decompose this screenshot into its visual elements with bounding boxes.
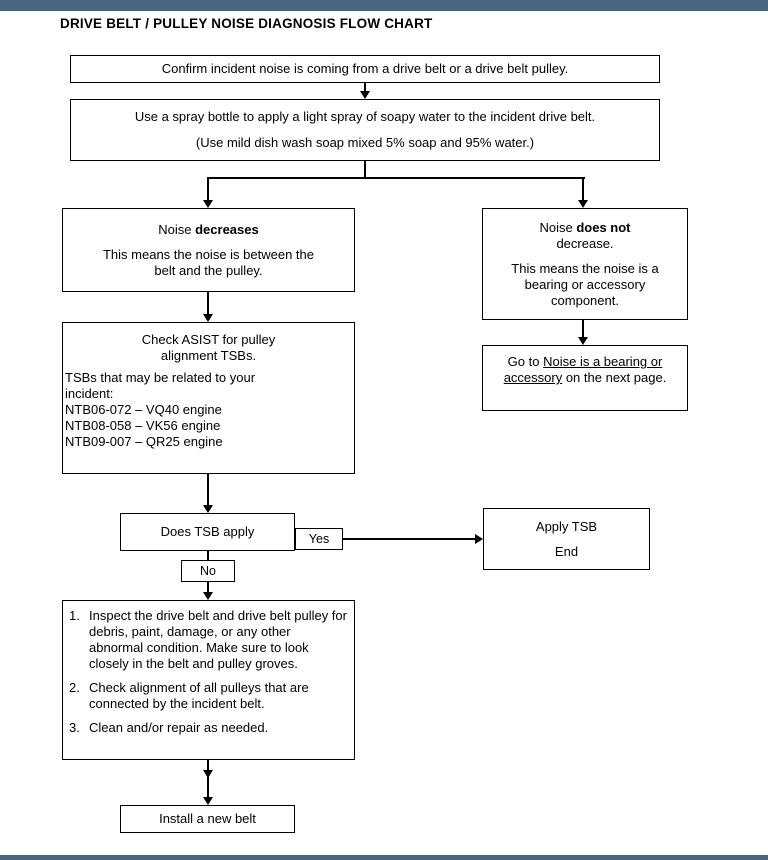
flow-box-inspect-steps <box>62 600 355 760</box>
arrowhead-split-right <box>578 200 588 208</box>
page-title: DRIVE BELT / PULLEY NOISE DIAGNOSIS FLOW CHART <box>60 16 433 31</box>
flow-box-does-tsb-apply <box>120 513 295 551</box>
spray-text-line1: Use a spray bottle to apply a light spray of soapy water to the incident drive belt. <box>134 109 596 124</box>
noise-not-decrease-title-pre: Noise <box>539 219 577 235</box>
inspect-step-3-text: Clean and/or repair as needed. <box>89 720 269 735</box>
noise-not-decrease-title-line2: decrease. <box>556 235 614 251</box>
inspect-step-3-number: 3. <box>69 720 80 735</box>
arrowhead-asist-tsbapply <box>203 505 213 513</box>
label-box-no <box>181 560 235 582</box>
asist-tsb-3: NTB09-007 – QR25 engine <box>65 434 223 449</box>
yes-label: Yes <box>308 532 330 546</box>
goto-text-pre: Go to <box>507 354 544 369</box>
flow-box-check-asist <box>62 322 355 474</box>
inspect-step-1-text: Inspect the drive belt and drive belt pulley for debris, paint, damage, or any other abnormal condition. Make sure to look closely in the belt and pulley groves. <box>89 608 347 671</box>
inspect-step-2 <box>65 680 352 712</box>
noise-not-decrease-title-bold: does not <box>576 219 631 235</box>
goto-text-post: on the next page. <box>562 370 667 385</box>
flow-box-install-new-belt <box>120 805 295 833</box>
flow-box-goto-next-page <box>482 345 688 411</box>
connector-decrease-asist <box>207 292 209 315</box>
spray-text-line2: (Use mild dish wash soap mixed 5% soap and 95% water.) <box>195 135 535 150</box>
arrowhead-yes-applytsb <box>475 534 483 544</box>
bottom-border-bar <box>0 855 768 860</box>
connector-split-right <box>582 178 584 201</box>
connector-notdecrease-goto <box>582 320 584 338</box>
noise-decreases-body1: This means the noise is between the <box>102 246 314 262</box>
noise-not-decrease-title <box>483 220 687 236</box>
arrowhead-confirm-spray <box>360 91 370 99</box>
inspect-step-2-text: Check alignment of all pulleys that are connected by the incident belt. <box>89 680 309 711</box>
flow-box-confirm <box>70 55 660 83</box>
noise-decreases-title-pre: Noise <box>158 221 196 237</box>
apply-tsb-text: Apply TSB <box>535 518 598 534</box>
noise-not-decrease-body3: component. <box>551 292 619 308</box>
install-text: Install a new belt <box>159 811 256 826</box>
top-border-bar <box>0 0 768 11</box>
goto-link[interactable]: Noise is a bearing or accessory <box>503 354 663 385</box>
end-text: End <box>554 543 579 559</box>
inspect-step-1-number: 1. <box>69 608 80 623</box>
noise-decreases-title-bold: decreases <box>195 221 259 237</box>
asist-tsb-1: NTB06-072 – VQ40 engine <box>65 402 222 417</box>
asist-tsb-2: NTB08-058 – VK56 engine <box>65 418 221 433</box>
does-tsb-apply-text: Does TSB apply <box>160 524 255 539</box>
inspect-step-3 <box>65 720 352 736</box>
connector-asist-tsbapply <box>207 474 209 506</box>
connector-split-horizontal <box>207 177 585 179</box>
flow-box-noise-decreases <box>62 208 355 292</box>
confirm-text: Confirm incident noise is coming from a drive belt or a drive belt pulley. <box>161 61 569 76</box>
no-label: No <box>200 564 216 578</box>
flow-box-noise-not-decrease <box>482 208 688 320</box>
label-box-yes <box>295 528 343 550</box>
flow-box-apply-tsb <box>483 508 650 570</box>
arrowhead-no-inspect <box>203 592 213 600</box>
arrowhead-notdecrease-goto <box>578 337 588 345</box>
noise-not-decrease-body2: bearing or accessory <box>524 276 646 292</box>
connector-inspect-install <box>207 760 209 798</box>
inspect-step-2-number: 2. <box>69 680 80 695</box>
arrowhead-split-left <box>203 200 213 208</box>
arrowhead-inspect-install-mid <box>203 770 213 778</box>
arrowhead-decrease-asist <box>203 314 213 322</box>
asist-title-line2: alignment TSBs. <box>160 348 257 363</box>
asist-body-line1: TSBs that may be related to your <box>65 370 256 385</box>
asist-title-line1: Check ASIST for pulley <box>141 332 276 347</box>
noise-not-decrease-body1: This means the noise is a <box>511 260 659 276</box>
connector-split-left <box>207 178 209 201</box>
asist-body-line2: incident: <box>65 386 114 401</box>
inspect-step-1 <box>65 608 352 672</box>
noise-decreases-title <box>63 222 354 238</box>
noise-decreases-body2: belt and the pulley. <box>154 262 263 278</box>
connector-yes-applytsb <box>343 538 476 540</box>
arrowhead-inspect-install-end <box>203 797 213 805</box>
flow-box-spray <box>70 99 660 161</box>
